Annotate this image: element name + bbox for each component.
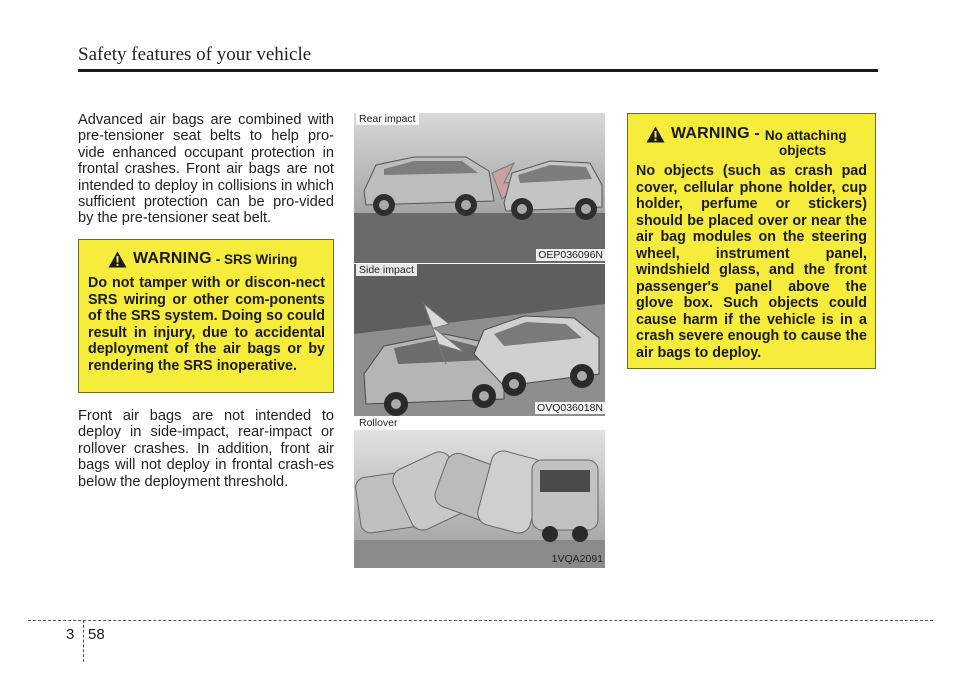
no-attaching-objects-warning — [627, 113, 876, 369]
side-impact-illustration — [354, 264, 605, 416]
rollover-figure — [354, 430, 605, 568]
warning-body: Do not tamper with or discon-nect SRS wiring or other com-ponents of the SRS system. Doing so could result in injury, due to accidental deployment of the air bags or by rendering the SRS inoperative. — [88, 275, 325, 374]
figure-label-rear-impact: Rear impact — [356, 113, 419, 125]
intro-paragraph: Advanced air bags are combined with pre-tensioner seat belts to help pro-vide enhanced occupant protection in frontal crashes. Front air bags are not intended to deploy in collisions in which sufficient protection can be pro-vided by the pre-tensioner seat belt. — [78, 112, 334, 227]
header-rule — [78, 69, 878, 72]
warning-triangle-icon — [646, 126, 665, 143]
figure-code-rear-impact: OEP036096N — [538, 249, 603, 261]
warning-subtitle: - SRS Wiring — [215, 252, 298, 267]
section-title: Safety features of your vehicle — [78, 44, 312, 65]
rear-impact-illustration — [354, 113, 605, 263]
chapter-number: 3 — [66, 626, 75, 643]
footer-rule — [28, 620, 933, 621]
srs-wiring-warning — [78, 239, 334, 393]
rear-impact-figure — [354, 113, 605, 263]
deployment-paragraph: Front air bags are not intended to deploy in side-impact, rear-impact or rollover crashes. In addition, front air bags will not deploy in frontal crash-es below the deployment threshold. — [78, 408, 334, 490]
warning-triangle-icon — [108, 251, 127, 268]
figure-code-rollover: 1VQA2091 — [551, 553, 603, 565]
page-number: 58 — [88, 626, 105, 643]
figure-code-side-impact: OVQ036018N — [537, 402, 603, 414]
figure-label-side-impact: Side impact — [356, 264, 417, 276]
warning-body: No objects (such as crash pad cover, cellular phone holder, cup holder, perfume or stickers) should be placed over or near the air bag modules on the steering wheel, instrument panel, windshield glass, and the front passenger's panel above the glove box. Such objects could cause harm if the vehicle is in a crash severe enough to cause the air bags to deploy. — [636, 163, 867, 361]
footer-divider — [83, 620, 84, 662]
side-impact-figure — [354, 264, 605, 416]
figure-label-rollover: Rollover — [359, 417, 398, 429]
warning-subtitle-line2: objects — [779, 143, 827, 158]
warning-label: WARNING — [133, 250, 212, 267]
warning-subtitle-line1: No attaching — [764, 128, 847, 143]
rollover-illustration — [354, 430, 605, 568]
warning-label: WARNING - — [671, 125, 760, 142]
